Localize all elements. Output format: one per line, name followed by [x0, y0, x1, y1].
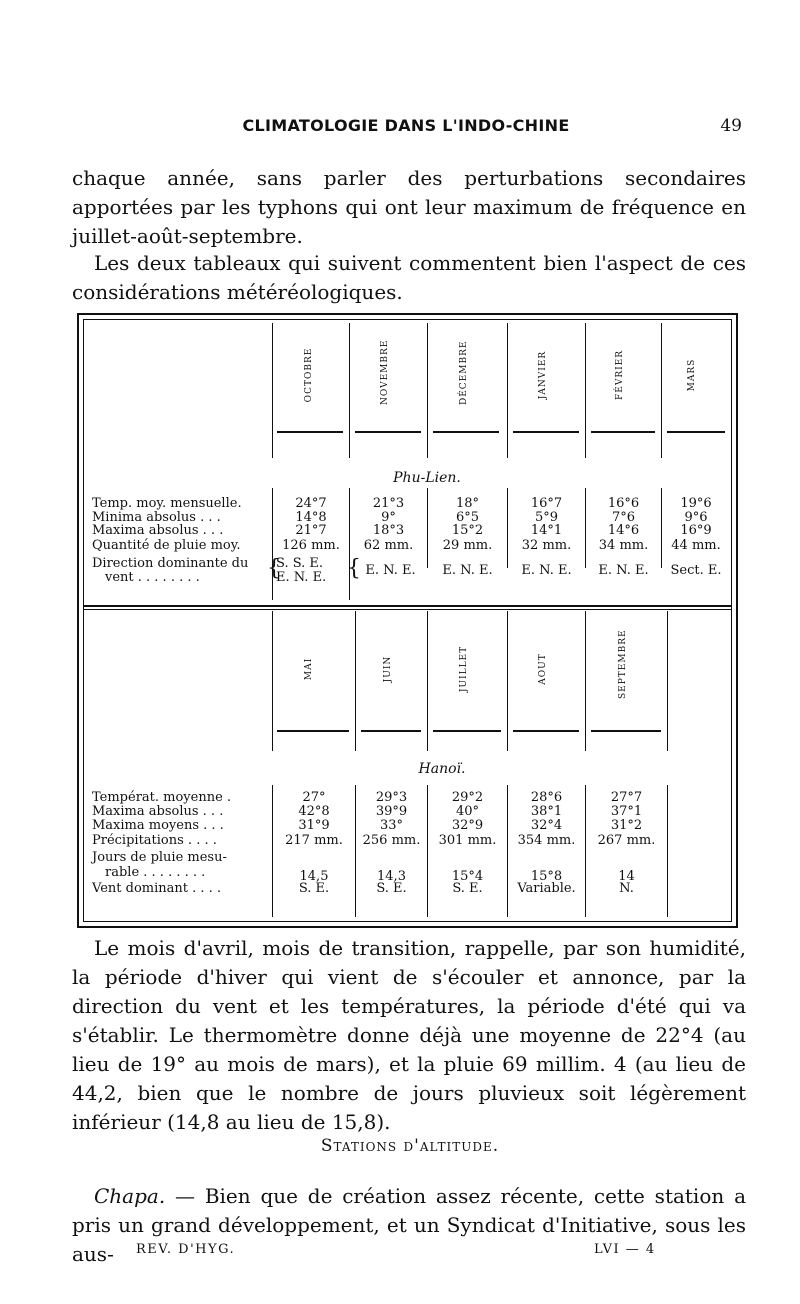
- row-label: Jours de pluie mesu-: [92, 850, 227, 865]
- running-header: [70, 116, 742, 140]
- table-cell: 29°2: [451, 790, 484, 805]
- row-label: Direction dominante du: [92, 556, 249, 571]
- table-cell: 267 mm.: [597, 833, 656, 848]
- table-cell: S. E.: [376, 881, 407, 896]
- row-label: Températ. moyenne .: [92, 790, 232, 805]
- paragraph-4-lead: Chapa.: [94, 1184, 166, 1208]
- table1-col-rule: [507, 323, 508, 458]
- paragraph-2: Les deux tableaux qui suivent commentent bien l'aspect de ces considérations météréologiques.: [72, 251, 746, 304]
- table2-underline: [361, 730, 421, 732]
- table2-underline: [513, 730, 579, 732]
- table1-col-rule: [585, 323, 586, 458]
- table-cell: 31°9: [298, 818, 330, 833]
- table1-underline: [433, 431, 499, 433]
- table-cell: 29°3: [375, 790, 408, 805]
- table2-col-rule: [427, 611, 428, 751]
- month-header: AOUT: [538, 653, 548, 685]
- table-cell: 21°3: [372, 496, 405, 511]
- table-cell: S. S. E.: [276, 556, 324, 571]
- table-separator: [83, 605, 732, 607]
- table-cell: Variable.: [517, 881, 576, 896]
- table-cell: S. E.: [452, 881, 483, 896]
- month-header: NOVEMBRE: [380, 339, 390, 405]
- row-label: Maxima absolus . . .: [92, 804, 224, 819]
- table2-col-rule: [272, 611, 273, 751]
- table-cell: 14°1: [530, 523, 563, 538]
- table2-col-rule: [355, 611, 356, 751]
- table2-col-rule: [667, 785, 668, 917]
- table2-col-rule: [585, 611, 586, 751]
- table-cell: 5°9: [534, 509, 559, 525]
- month-header: MARS: [687, 358, 697, 392]
- row-label: Quantité de pluie moy.: [92, 538, 241, 553]
- table-cell: E. N. E.: [276, 570, 327, 585]
- table-cell: 42°8: [298, 804, 330, 819]
- table-cell: 33°: [379, 818, 404, 833]
- table-cell: E. N. E.: [521, 563, 572, 578]
- table-cell: 16°9: [680, 523, 712, 538]
- brace: {: [347, 556, 361, 581]
- table-cell: 256 mm.: [362, 833, 421, 848]
- table-cell: 15°2: [451, 523, 484, 538]
- table1-underline: [277, 431, 343, 433]
- table2-underline: [591, 730, 661, 732]
- month-header: MAI: [304, 657, 314, 681]
- table-cell: 16°7: [530, 496, 563, 511]
- table2-col-rule: [667, 611, 668, 751]
- month-header: JUILLET: [459, 645, 469, 693]
- table-cell: Sect. E.: [670, 563, 722, 578]
- month-header: SEPTEMBRE: [618, 629, 628, 699]
- table-cell: 29 mm.: [442, 538, 493, 553]
- table1-underline: [355, 431, 421, 433]
- table-cell: 27°: [302, 790, 326, 805]
- table1-col-rule: [272, 323, 273, 458]
- table-cell: 21°7: [295, 523, 327, 538]
- table-cell: 24°7: [295, 496, 327, 511]
- month-header: OCTOBRE: [304, 347, 314, 403]
- table-cell: 38°1: [530, 804, 563, 819]
- station-name-phu-lien: Phu-Lien.: [393, 470, 461, 486]
- row-label: Vent dominant . . . .: [92, 881, 222, 896]
- table-cell: 354 mm.: [517, 833, 576, 848]
- table-cell: 19°6: [680, 496, 712, 511]
- table-cell: 126 mm.: [282, 538, 340, 553]
- table-cell: E. N. E.: [598, 563, 649, 578]
- table-cell: 14°6: [607, 523, 640, 538]
- brace: {: [267, 556, 281, 581]
- table-cell: 9°6: [684, 509, 708, 525]
- table1-col-rule: [427, 323, 428, 458]
- table1-col-rule: [349, 323, 350, 458]
- table-cell: 14,5: [299, 869, 329, 884]
- table-separator: [83, 609, 732, 610]
- table1-col-rule: [661, 323, 662, 458]
- table-cell: 15°8: [530, 869, 563, 884]
- month-header: FÉVRIER: [615, 350, 625, 400]
- month-header: JANVIER: [538, 350, 548, 400]
- table-cell: 15°4: [451, 869, 484, 884]
- table-cell: E. N. E.: [365, 563, 416, 578]
- table-cell: N.: [619, 881, 634, 896]
- table-cell: E. N. E.: [442, 563, 493, 578]
- table2-underline: [277, 730, 349, 732]
- table-cell: 28°6: [530, 790, 563, 805]
- table-cell: 40°: [455, 804, 480, 819]
- table-cell: 217 mm.: [285, 833, 343, 848]
- month-header: JUIN: [383, 655, 393, 683]
- table-cell: 39°9: [375, 804, 408, 819]
- row-label: Maxima moyens . . .: [92, 818, 224, 833]
- table2-underline: [433, 730, 501, 732]
- table-cell: 32 mm.: [521, 538, 572, 553]
- running-title: CLIMATOLOGIE DANS L'INDO-CHINE: [242, 116, 570, 135]
- section-title: Stations d'altitude.: [320, 1136, 500, 1156]
- table-cell: 18°: [455, 496, 480, 511]
- row-label: Minima absolus . . .: [92, 509, 221, 525]
- footer-journal: REV. D'HYG.: [136, 1242, 236, 1257]
- table2-col-rule: [507, 611, 508, 751]
- table-cell: 7°6: [611, 509, 636, 525]
- table-cell: 32°9: [451, 818, 484, 833]
- month-header: DÉCEMBRE: [459, 340, 469, 405]
- table1-underline: [591, 431, 655, 433]
- table1-underline: [513, 431, 579, 433]
- table-cell: 14,3: [377, 869, 406, 884]
- table-cell: 16°6: [607, 496, 640, 511]
- table-cell: 27°7: [610, 790, 643, 805]
- table-cell: S. E.: [298, 881, 330, 896]
- table-cell: 44 mm.: [671, 538, 721, 553]
- table-cell: 31°2: [610, 818, 643, 833]
- table-cell: 14°8: [295, 509, 327, 525]
- station-name-hanoi: Hanoï.: [418, 761, 466, 777]
- row-label: rable . . . . . . . .: [105, 865, 206, 880]
- table-cell: 6°5: [455, 509, 480, 525]
- table-cell: 62 mm.: [363, 538, 414, 553]
- row-label: vent . . . . . . . .: [105, 570, 200, 585]
- page-number: 49: [720, 116, 742, 136]
- footer-volume: LVI — 4: [594, 1242, 656, 1257]
- paragraph-4-text: — Bien que de création assez récente, cette station a pris un grand développement, et un Syndicat d'Initiative, sous les aus-: [72, 1184, 746, 1266]
- paragraph-1: chaque année, sans parler des perturbations secondaires apportées par les typhons qui ont leur maximum de fréquence en juillet-août-septembre.: [72, 166, 746, 248]
- row-label: Précipitations . . . .: [92, 833, 217, 848]
- paragraph-3: Le mois d'avril, mois de transition, rappelle, par son humidité, la période d'hiver qui vient de s'écouler et annonce, par la direction du vent et les températures, la période d'été qui va s'établir. Le thermomètre donne déjà une moyenne de 22°4 (au lieu de 19° au mois de mars), et la pluie 69 millim. 4 (au lieu de 44,2, bien que le nombre de jours pluvieux soit légèrement inférieur (14,8 au lieu de 15,8).: [72, 936, 746, 1134]
- row-label: Temp. moy. mensuelle.: [92, 496, 242, 511]
- table-cell: 32°4: [530, 818, 563, 833]
- row-label: Maxima absolus . . .: [92, 523, 224, 538]
- table1-underline: [667, 431, 725, 433]
- climate-table: [77, 313, 738, 928]
- table-cell: 301 mm.: [438, 833, 497, 848]
- table-cell: 37°1: [610, 804, 643, 819]
- table-cell: 9°: [381, 509, 396, 525]
- table-cell: 34 mm.: [598, 538, 649, 553]
- table-cell: 14: [618, 869, 635, 884]
- table-cell: 18°3: [372, 523, 405, 538]
